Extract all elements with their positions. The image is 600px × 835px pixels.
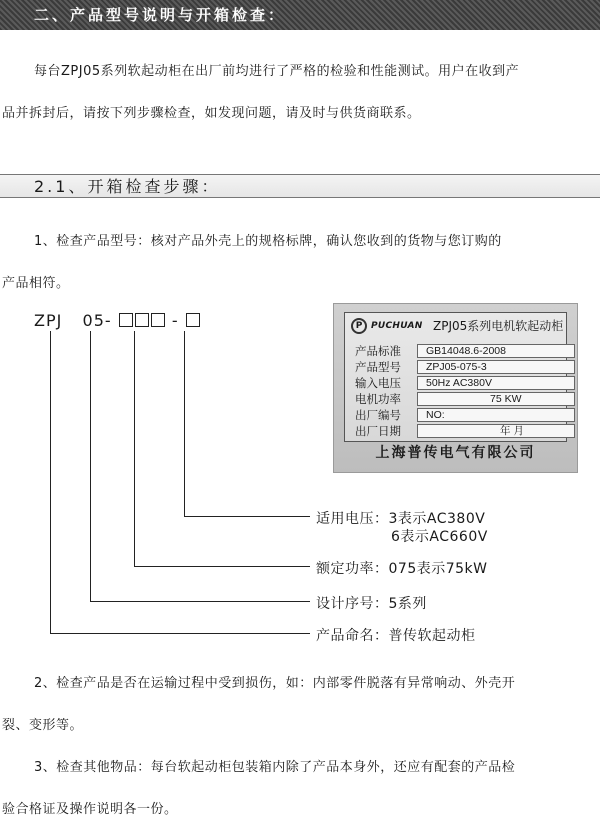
subsection-heading: 2.1、开箱检查步骤： bbox=[0, 174, 600, 198]
nameplate-row bbox=[355, 407, 577, 423]
nameplate-title bbox=[345, 313, 566, 339]
annotation-voltage-2: 6表示AC660V bbox=[391, 529, 488, 545]
model-code-box bbox=[119, 313, 133, 327]
nameplate-row-label: 出厂日期 bbox=[355, 424, 401, 438]
nameplate-name: ZPJ05系列电机软起动柜 bbox=[433, 319, 564, 333]
model-code-box bbox=[135, 313, 149, 327]
annotation-power: 额定功率：075表示75kW bbox=[316, 561, 488, 577]
step2-line-1: 2、检查产品是否在运输过程中受到损伤，如：内部零件脱落有异常响动、外壳开 bbox=[34, 676, 516, 691]
nameplate-row-value: 75 KW bbox=[417, 392, 575, 406]
annotation-voltage: 适用电压：3表示AC380V bbox=[316, 511, 486, 527]
puchuan-logo-icon: P bbox=[351, 318, 367, 334]
leader-voltage-v bbox=[184, 331, 185, 516]
nameplate-row-label: 产品标准 bbox=[355, 344, 401, 358]
nameplate-row-value: ZPJ05-075-3 bbox=[417, 360, 575, 374]
leader-name-h bbox=[50, 633, 310, 634]
nameplate-row-value: 年 月 bbox=[417, 424, 575, 438]
section-heading: 二、产品型号说明与开箱检查： bbox=[0, 0, 600, 30]
step3-line-1: 3、检查其他物品：每台软起动柜包装箱内除了产品本身外，还应有配套的产品检 bbox=[34, 760, 516, 775]
leader-series-v bbox=[90, 331, 91, 601]
nameplate-row-label: 产品型号 bbox=[355, 360, 401, 374]
leader-power-v bbox=[134, 331, 135, 566]
nameplate-row bbox=[355, 391, 577, 407]
nameplate-company: 上海普传电气有限公司 bbox=[375, 445, 536, 461]
logo-text: PUCHUAN bbox=[371, 321, 423, 331]
nameplate-row bbox=[355, 423, 577, 439]
model-code-prefix: ZPJ bbox=[34, 311, 63, 330]
nameplate-row-label: 出厂编号 bbox=[355, 408, 401, 422]
annotation-series: 设计序号：5系列 bbox=[316, 596, 427, 612]
step3-line-2: 验合格证及操作说明各一份。 bbox=[2, 802, 178, 817]
nameplate-row bbox=[355, 375, 577, 391]
model-code-dash: - bbox=[171, 311, 179, 330]
nameplate bbox=[333, 303, 578, 473]
leader-series-h bbox=[90, 601, 310, 602]
model-code-series: 05- bbox=[82, 311, 112, 330]
nameplate-row bbox=[355, 359, 577, 375]
step1-line-1: 1、检查产品型号：核对产品外壳上的规格标牌，确认您收到的货物与您订购的 bbox=[34, 234, 502, 249]
nameplate-row-value: NO: bbox=[417, 408, 575, 422]
nameplate-row bbox=[355, 343, 577, 359]
model-code bbox=[34, 311, 201, 330]
leader-name-v bbox=[50, 331, 51, 633]
step1-line-2: 产品相符。 bbox=[2, 276, 70, 291]
step2-line-2: 裂、变形等。 bbox=[2, 718, 84, 733]
nameplate-row-label: 电机功率 bbox=[355, 392, 401, 406]
model-code-box bbox=[186, 313, 200, 327]
intro-line-1: 每台ZPJ05系列软起动柜在出厂前均进行了严格的检验和性能测试。用户在收到产 bbox=[34, 64, 520, 79]
leader-voltage-h bbox=[184, 516, 310, 517]
leader-power-h bbox=[134, 566, 310, 567]
intro-line-2: 品并拆封后，请按下列步骤检查，如发现问题，请及时与供货商联系。 bbox=[2, 106, 421, 121]
nameplate-row-label: 输入电压 bbox=[355, 376, 401, 390]
nameplate-row-value: 50Hz AC380V bbox=[417, 376, 575, 390]
nameplate-row-value: GB14048.6-2008 bbox=[417, 344, 575, 358]
annotation-name: 产品命名：普传软起动柜 bbox=[316, 628, 476, 644]
model-code-box bbox=[151, 313, 165, 327]
nameplate-panel bbox=[344, 312, 567, 442]
